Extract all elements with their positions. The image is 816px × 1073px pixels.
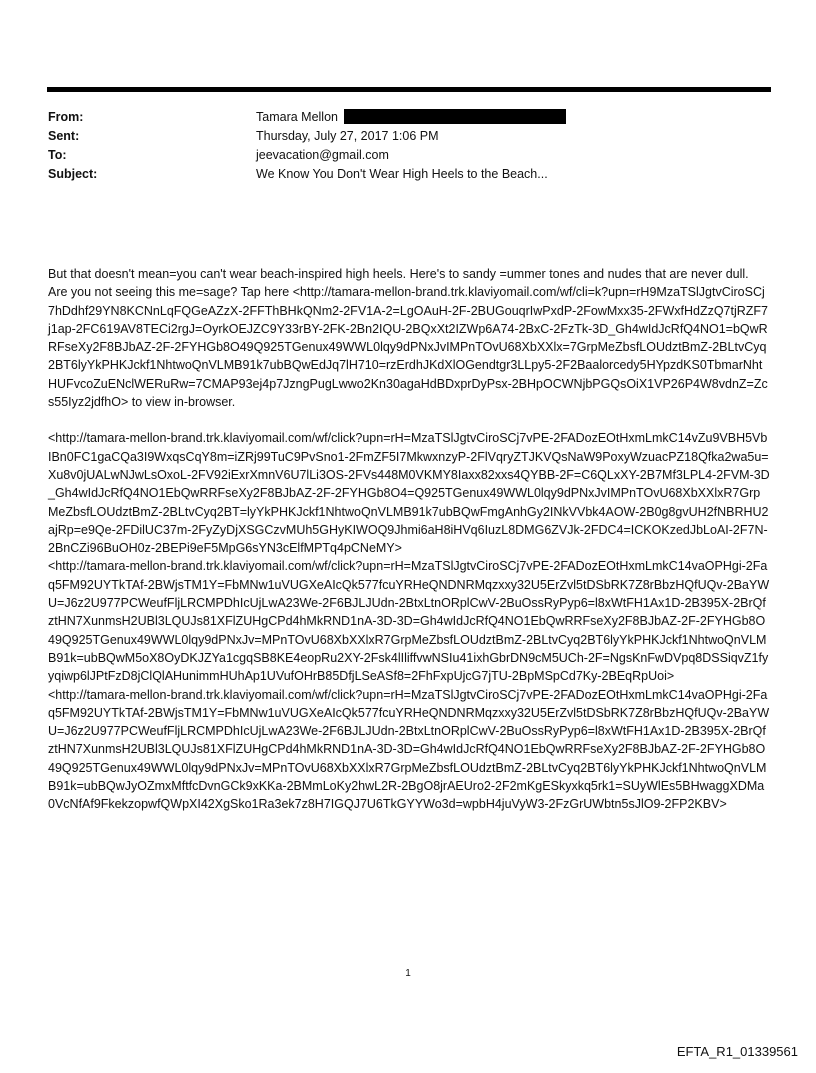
from-name: Tamara Mellon [256, 110, 338, 124]
view-in-browser-paragraph: Are you not seeing this me=sage? Tap here <http://tamara-mellon-brand.trk.klaviyomail.com/wf/cli=k?upn=rH9MzaTSlJgtvCiroSCj7hDdhf29YN8KCNnLqFQGeAZzX-2FFThBHkQNm2-2FV1A-2=LgOAuH-2F-2BUGouqrIwPxdP-2FowMxx35-2FWxfHdZzQ7tjRZF7j1ap-2FC619AV8TECi2rgJ=OyrkOEJZC9Y33rBY-2FK-2Bn2IQU-2BQxXt2IZWp6A74-2BxC-2FzTk-3D_Gh4wIdJcRfQ4NO1=bQwRRFseXy2F8BJbAZ-2F-2FYHGb8O49Q925TGenux49WWL0lqy9dPNxJvIMPnTOvU68XbXXlx=7GrpMeZbsfLOUdztBmZ-2BLtvCyq2BT6lyYkPHKJckf1NhtwoQnVLMB91k7ubBQwEdJq7lH710=rzErdhJKdXlOGendtgr3LLpy5-2F2Baalorcedy5HYpzdKS0TbmarNhtHUFvcoZuENclWERuRw=7CMAP93ej4p7JzngPugLwwo2Kn30agaHdBDxprDyPsx-2BHpOCWNjbPGQsOiX1VP26P4W8vdnZ=Zcs55Iyz2jdfhO> to view in-browser. [48, 285, 769, 410]
redaction-bar [344, 109, 566, 124]
email-body [48, 265, 770, 814]
from-row [48, 108, 566, 127]
email-header [48, 108, 566, 184]
document-id: EFTA_R1_01339561 [676, 1044, 798, 1059]
tracking-link-3: <http://tamara-mellon-brand.trk.klaviyomail.com/wf/click?upn=rH=MzaTSlJgtvCiroSCj7vPE-2FADozEOtHxmLmkC14vaOPHgi-2Faq5FM92UYTkTAf-2BWjsTM1Y=FbMNw1uVUGXeAIcQk577fcuYRHeQNDNRMqzxxy32U5ErZvl5tDSbRK7Z8rBbzHQfUQv-2BaYWU=J6z2U977PCWeufFljLRCMPDhIcUjLwA23We-2F6BJLJUdn-2BtxLtnORplCwV-2BuOssRyPyp6=l8xWtFH1Ax1D-2B395X-2BrQfztHN7XunmsH2UBl3LQUJs81XFlZUHgCPd4hMkRND1nA-3D-3D=Gh4wIdJcRfQ4NO1EbQwRRFseXy2F8BJbAZ-2F-2FYHGb8O49Q925TGenux49WWL0lqy9dPNxJv=MPnTOvU68XbXXlxR7GrpMeZbsfLOUdztBmZ-2BLtvCyq2BT6lyYkPHKJckf1NhtwoQnVLMB91k=ubBQwJyOZmxMftfcDvnGCk9xKKa-2BMmLoKy2hwL2R-2BgO8jrAEUro2-2F2mKgESkyxkq5rk1=SUyWlEs5BHwaggXDMa0VcNfAf9FkekzopwfQWpXI42XgSko1Ra3ek7z8H7IGQJ7U6TkGYYWo3d=wpbH4juVyW3-2FzGrUWbtn5sJlO9-2FP2KBV> [48, 687, 770, 812]
subject-value: We Know You Don't Wear High Heels to the Beach... [256, 167, 548, 181]
to-label: To: [48, 148, 67, 162]
sent-row [48, 127, 566, 146]
from-value [256, 108, 566, 127]
tracking-link-2: <http://tamara-mellon-brand.trk.klaviyomail.com/wf/click?upn=rH=MzaTSlJgtvCiroSCj7vPE-2FADozEOtHxmLmkC14vaOPHgi-2Faq5FM92UYTkTAf-2BWjsTM1Y=FbMNw1uVUGXeAIcQk577fcuYRHeQNDNRMqzxxy32U5ErZvl5tDSbRK7Z8rBbzHQfUQv-2BaYWU=J6z2U977PCWeufFljLRCMPDhIcUjLwA23We-2F6BJLJUdn-2BtxLtnORplCwV-2BuOssRyPyp6=l8xWtFH1Ax1D-2B395X-2BrQfztHN7XunmsH2UBl3LQUJs81XFlZUHgCPd4hMkRND1nA-3D-3D=Gh4wIdJcRfQ4NO1EbQwRRFseXy2F8BJbAZ-2F-2FYHGb8O49Q925TGenux49WWL0lqy9dPNxJv=MPnTOvU68XbXXlxR7GrpMeZbsfLOUdztBmZ-2BLtvCyq2BT6lyYkPHKJckf1NhtwoQnVLMB91k=ubBQwM5oX8OyDKJZYa1cgqSB8KE4eopRu2XY-2Fsk4lIliffvwNSIu41ixhGbrDN9cM5UCh-2F=NgsKnFwDVpq8DSSiqvZ1fyyqiwp6lJPtFzD8jClQlAHunimmHUhAp1UVufOHrB85DfjLSeASf8=2FhFxpUjcG7jTU-2BpMSpCd7Ky-2BEqRpUoi> [48, 559, 770, 684]
to-value: jeevacation@gmail.com [256, 148, 389, 162]
paragraph-gap [48, 411, 770, 429]
intro-paragraph: But that doesn't mean=you can't wear beach-inspired high heels. Here's to sandy =ummer tones and nudes that are never dull. [48, 267, 749, 281]
from-label: From: [48, 110, 84, 124]
sent-value: Thursday, July 27, 2017 1:06 PM [256, 129, 439, 143]
to-row [48, 146, 566, 165]
subject-label: Subject: [48, 167, 98, 181]
sent-label: Sent: [48, 129, 80, 143]
tracking-link-1: <http://tamara-mellon-brand.trk.klaviyomail.com/wf/click?upn=rH=MzaTSlJgtvCiroSCj7vPE-2FADozEOtHxmLmkC14vZu9VBH5VbIBn0FC1gaCQa3I9WxqsCqY8m=iZRj99TuC9PvSno1-2FmZF5I7MkwxnzyP-2FlVqryZTJKVQsNaW9PoxyWzuacPZ18Qfka2wa5u=Xu8v0jUALwNJwLsOxoL-2FV92iExrXmnV6U7lLi3OS-2FVs448M0VKMY8Iaxx82xxs4QYBB-2F=C6QLxXY-2B7Mf3LPL4-2FVM-3D_Gh4wIdJcRfQ4NO1EbQwRRFseXy2F8BJbAZ-2F-2FYHGb8O4=Q925TGenux49WWL0lqy9dPNxJvIMPnTOvU68XbXXlxR7GrpMeZbsfLOUdztBmZ-2BLtvCyq2BT=lyYkPHKJckf1NhtwoQnVLMB91k7ubBQwFmgAnhGy2INkVVbk4AOW-2B0g8gvUH2fNBRHU2ajRp=e9Qe-2FDilUC37m-2FyZyDjXSGCzvMUh5GHyKIWOQ9Jhmi6aH8iHVq6IuzL8DMG6ZVJk-2FDC4=ICKOKzedJbLoAI-2F7N-2BnCZi96BuOH0z-2BEPi9eF5MpG6sYN3cElfMPTq4pCNeMY> [48, 431, 770, 556]
page-number: 1 [405, 968, 411, 979]
subject-row [48, 165, 566, 184]
header-rule [47, 87, 771, 92]
